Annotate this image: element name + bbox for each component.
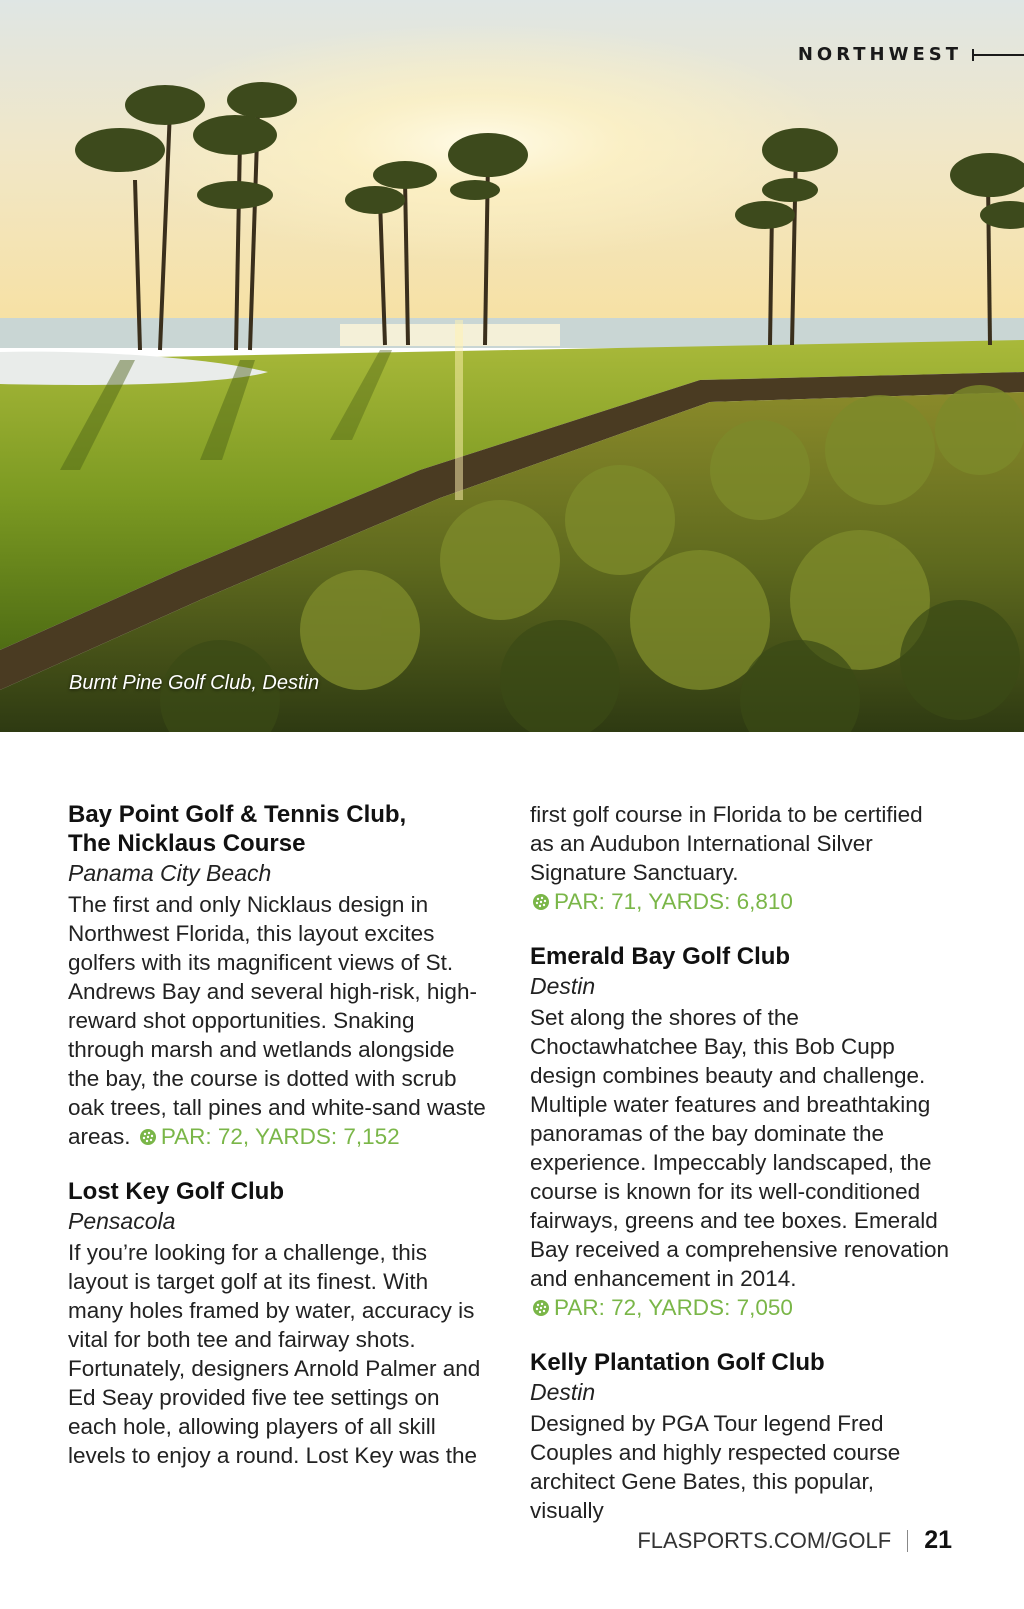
- course-name: [68, 800, 488, 858]
- course-stats: [137, 1124, 400, 1149]
- course-name: Emerald Bay Golf Club: [530, 943, 791, 970]
- course-location: Pensacola: [68, 1208, 176, 1234]
- golf-course-photo: [0, 0, 1024, 732]
- continued-text: first golf course in Florida to be certified as an Audubon International Silver Signature Sanctuary.: [530, 802, 923, 885]
- golf-ball-icon: [139, 1128, 157, 1146]
- course-entry: [530, 1348, 950, 1525]
- course-location: Panama City Beach: [68, 860, 272, 886]
- course-name: Lost Key Golf Club: [68, 1178, 284, 1205]
- continued-description: [530, 800, 950, 916]
- course-stats: [530, 889, 793, 914]
- page-number: 21: [924, 1526, 952, 1554]
- footer-divider: [907, 1530, 908, 1552]
- course-stats: [530, 1295, 793, 1320]
- golf-ball-icon: [532, 1299, 550, 1317]
- section-rule: [972, 54, 1024, 56]
- left-column: [68, 800, 488, 1496]
- course-stats-text: PAR: 72, YARDS: 7,050: [554, 1295, 793, 1320]
- course-description: Designed by PGA Tour legend Fred Couples and highly respected course architect Gene Bates, this popular, visually: [530, 1411, 901, 1523]
- course-description-text: Set along the shores of the Choctawhatchee Bay, this Bob Cupp design combines beauty and challenge. Multiple water features and breathtaking panoramas of the bay dominate the experience. Impeccably landscaped, the course is known for its well-conditioned fairways, greens and tee boxes. Emerald Bay received a comprehensive renovation and enhancement in 2014.: [530, 1005, 949, 1291]
- hero-photo: [0, 0, 1024, 732]
- right-column: [530, 800, 950, 1551]
- page-footer: [637, 1526, 952, 1555]
- photo-caption: Burnt Pine Golf Club, Destin: [69, 672, 320, 694]
- course-description: [530, 1003, 950, 1322]
- footer-site-link[interactable]: FLASPORTS.COM/GOLF: [637, 1527, 892, 1553]
- section-title: NORTHWEST: [797, 44, 962, 65]
- course-entry: [530, 942, 950, 1322]
- course-description: If you’re looking for a challenge, this layout is target golf at its finest. With many holes framed by water, accuracy is vital for both tee and fairway shots. Fortunately, designers Arnold Palmer and Ed Seay provided five tee settings on each hole, allowing players of all skill levels to enjoy a round. Lost Key was the: [68, 1240, 481, 1468]
- course-name-line1: Bay Point Golf & Tennis Club,: [68, 801, 407, 828]
- course-location: Destin: [530, 1379, 596, 1405]
- course-name: Kelly Plantation Golf Club: [530, 1349, 825, 1376]
- section-label: [798, 44, 1024, 65]
- course-description: [68, 890, 488, 1151]
- course-stats-text: PAR: 71, YARDS: 6,810: [554, 889, 793, 914]
- course-stats-text: PAR: 72, YARDS: 7,152: [160, 1124, 400, 1149]
- golf-ball-icon: [532, 893, 550, 911]
- course-name-line2: The Nicklaus Course: [68, 830, 306, 857]
- course-location: Destin: [530, 973, 596, 999]
- course-entry: [68, 1177, 488, 1470]
- course-description-text: The first and only Nicklaus design in Northwest Florida, this layout excites golfers with its magnificent views of St. Andrews Bay and several high-risk, high-reward shot opportunities. Snaking through marsh and wetlands alongside the bay, the course is dotted with scrub oak trees, tall pines and white-sand waste areas.: [68, 892, 486, 1149]
- course-entry: [68, 800, 488, 1151]
